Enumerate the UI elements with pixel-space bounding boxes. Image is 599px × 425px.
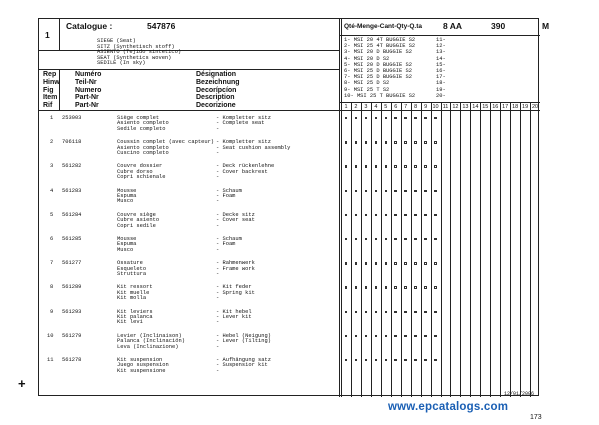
row-translation: - Hebel (Neigung) xyxy=(216,332,271,339)
row-rep: 8 xyxy=(50,284,54,291)
quantity-mark xyxy=(345,141,347,143)
variant-item: 9- MSI 25 T S2 xyxy=(344,86,390,93)
column-divider xyxy=(431,102,432,397)
row-designation: Copri sedile xyxy=(117,222,156,229)
row-rep: 9 xyxy=(50,308,54,315)
quantity-mark xyxy=(375,359,377,361)
column-divider xyxy=(530,102,531,397)
column-divider xyxy=(450,102,451,397)
print-date: 12/01/2006 xyxy=(504,391,535,397)
row-designation: Mousse xyxy=(117,187,137,194)
designation-column-label: Decorípcíon xyxy=(196,86,237,94)
variant-item: 10- MSI 25 T BUGGIE S2 xyxy=(344,92,416,99)
quantity-mark xyxy=(424,238,426,240)
rep-column-label: Hinw xyxy=(43,78,60,86)
column-number: 6 xyxy=(394,104,398,110)
column-divider xyxy=(381,102,382,397)
row-designation: Couvre dossier xyxy=(117,163,163,170)
column-number: 15 xyxy=(482,104,489,110)
row-designation: Musco xyxy=(117,198,134,205)
quantity-mark xyxy=(414,311,416,313)
column-divider xyxy=(480,102,481,397)
row-translation: - Rahmenwerk xyxy=(216,260,255,267)
quantity-mark xyxy=(345,311,347,313)
part-number-column-label: Part-Nr xyxy=(75,102,99,110)
row-translation: - Decke sitz xyxy=(216,211,255,218)
quantity-mark xyxy=(414,165,416,167)
row-part-number: 561279 xyxy=(62,332,82,339)
row-translation: - Suspensior kit xyxy=(216,362,268,369)
row-translation: - Schaum xyxy=(216,236,242,242)
quantity-mark xyxy=(345,238,347,240)
quantity-mark xyxy=(394,335,396,337)
quantity-mark xyxy=(385,165,387,167)
row-translation: - xyxy=(216,343,220,350)
row-rep: 11 xyxy=(47,357,54,363)
quantity-mark xyxy=(375,214,377,216)
quantity-mark xyxy=(434,359,436,361)
row-designation: Asiento completo xyxy=(117,144,169,151)
row-translation: - Lever kit xyxy=(216,314,252,320)
column-number: 4 xyxy=(374,104,378,110)
quantity-mark xyxy=(365,335,367,337)
quantity-mark xyxy=(365,286,367,288)
row-designation: Copri schienale xyxy=(117,174,166,181)
quantity-mark xyxy=(375,335,377,337)
quantity-mark xyxy=(385,311,387,313)
row-translation: - Kompletter sitz xyxy=(216,139,271,146)
row-part-number: 561283 xyxy=(62,187,82,194)
quantity-mark xyxy=(375,141,377,143)
rep-column-label: Fig xyxy=(43,86,54,94)
quantity-mark xyxy=(355,238,357,240)
title-line: ASIENTO (Tejido sintetico) xyxy=(97,49,182,56)
variant-item: 13- xyxy=(436,49,446,56)
quantity-mark xyxy=(414,141,416,143)
quantity-mark xyxy=(424,165,426,167)
quantity-mark xyxy=(404,286,406,288)
quantity-mark xyxy=(404,238,406,240)
column-number: 5 xyxy=(384,104,388,110)
quantity-mark xyxy=(434,335,436,337)
column-divider xyxy=(421,102,422,397)
quantity-mark xyxy=(375,238,377,240)
row-translation: - Complete seat xyxy=(216,120,265,127)
row-rep: 7 xyxy=(50,260,54,267)
column-number: 17 xyxy=(502,104,509,110)
variant-item: 3- MSI 20 D BUGGIE S2 xyxy=(344,49,412,56)
row-designation: Couvre siège xyxy=(117,211,156,218)
column-divider xyxy=(460,102,461,397)
row-part-number: 706118 xyxy=(62,139,82,146)
title-line: SEAT (Synthetics woven) xyxy=(97,54,172,61)
variant-item: 19- xyxy=(436,86,446,93)
quantity-mark xyxy=(345,359,347,361)
page-number: 173 xyxy=(530,414,542,421)
row-designation: Espuma xyxy=(117,241,137,248)
quantity-mark xyxy=(424,359,426,361)
column-divider xyxy=(500,102,501,397)
quantity-mark xyxy=(394,262,396,264)
row-designation: Kit palanca xyxy=(117,314,153,320)
quantity-mark xyxy=(385,262,387,264)
variant-item: 7- MSI 25 D BUGGIE S2 xyxy=(344,74,412,81)
row-designation: Juego suspension xyxy=(117,362,169,369)
quantity-mark xyxy=(394,141,396,143)
variant-item: 4- MSI 20 D S2 xyxy=(344,55,390,62)
quantity-mark xyxy=(414,117,416,119)
row-translation: - xyxy=(216,150,220,156)
quantity-mark xyxy=(404,165,406,167)
row-designation: Siège complet xyxy=(117,115,160,121)
quantity-mark xyxy=(385,117,387,119)
quantity-mark xyxy=(345,262,347,264)
row-designation: Leva (Inclinazione) xyxy=(117,343,179,350)
quantity-mark xyxy=(394,311,396,313)
catalogue-sheet xyxy=(38,18,550,396)
column-number: 12 xyxy=(452,104,459,110)
column-divider xyxy=(470,102,471,397)
quantity-mark xyxy=(394,165,396,167)
quantity-mark xyxy=(385,286,387,288)
row-rep: 2 xyxy=(50,139,54,146)
variant-item: 5- MSI 20 D BUGGIE S2 xyxy=(344,61,412,68)
quantity-mark xyxy=(365,359,367,361)
row-designation: Kit suspensione xyxy=(117,367,166,374)
row-rep: 3 xyxy=(50,163,54,170)
quantity-mark xyxy=(434,262,436,264)
title-line: SIEGE (Seat) xyxy=(97,38,136,44)
variant-item: 1- MSI 20 4T BUGGIE S2 xyxy=(344,37,416,43)
quantity-mark xyxy=(385,190,387,192)
quantity-mark xyxy=(355,262,357,264)
quantity-mark xyxy=(404,190,406,192)
part-number-column-label: Teil-Nr xyxy=(75,78,97,86)
column-number: 8 xyxy=(414,104,418,110)
quantity-mark xyxy=(385,238,387,240)
column-number: 16 xyxy=(492,104,499,110)
quantity-mark xyxy=(424,214,426,216)
rep-column-label: Rep xyxy=(43,71,57,78)
row-designation: Asiento completo xyxy=(117,120,169,127)
row-designation: Cubre asiento xyxy=(117,217,160,224)
quantity-mark xyxy=(365,165,367,167)
column-divider xyxy=(351,102,352,397)
quantity-mark xyxy=(414,286,416,288)
column-number: 13 xyxy=(462,104,469,110)
row-rep: 6 xyxy=(50,236,54,242)
row-designation: Coussin complet (avec capteur) xyxy=(117,139,215,146)
quantity-mark xyxy=(355,190,357,192)
quantity-mark xyxy=(404,335,406,337)
catalogue-label: Catalogue : xyxy=(66,21,113,31)
quantity-mark xyxy=(404,359,406,361)
row-translation: - Cover backrest xyxy=(216,168,268,175)
row-translation: - xyxy=(216,295,220,302)
variant-item: 17- xyxy=(436,74,446,81)
quantity-mark xyxy=(375,311,377,313)
row-designation: Kit leviers xyxy=(117,308,153,315)
variant-item: 8- MSI 25 D S2 xyxy=(344,80,390,87)
quantity-mark xyxy=(434,117,436,119)
quantity-mark xyxy=(414,335,416,337)
row-translation: - xyxy=(216,246,220,253)
quantity-mark xyxy=(375,165,377,167)
row-translation: - Seat cushion assembly xyxy=(216,144,291,151)
column-number: 1 xyxy=(344,104,348,110)
designation-column-label: Decorizione xyxy=(196,102,236,110)
row-translation: - Cover seat xyxy=(216,217,255,224)
row-translation: - xyxy=(216,319,220,326)
quantity-mark xyxy=(345,286,347,288)
model-code: 8 AA xyxy=(443,21,463,31)
row-designation: Cubre dorso xyxy=(117,168,153,175)
row-translation: - xyxy=(216,125,220,132)
quantity-mark xyxy=(434,238,436,240)
quantity-mark xyxy=(345,165,347,167)
row-part-number: 561277 xyxy=(62,260,82,267)
quantity-mark xyxy=(365,311,367,313)
variant-item: 6- MSI 25 D BUGGIE S2 xyxy=(344,68,412,74)
row-designation: Esqueleto xyxy=(117,265,147,272)
quantity-mark xyxy=(345,335,347,337)
row-part-number: 561285 xyxy=(62,236,82,242)
column-number: 2 xyxy=(354,104,358,110)
quantity-mark xyxy=(404,141,406,143)
part-number-column-label: Numéro xyxy=(75,71,102,78)
designation-column-label: Bezeichnung xyxy=(196,78,240,86)
quantity-mark xyxy=(434,190,436,192)
variant-item: 2- MSI 25 4T BUGGIE S2 xyxy=(344,43,416,50)
column-divider xyxy=(371,102,372,397)
row-translation: - Kit feder xyxy=(216,284,252,291)
variant-item: 11- xyxy=(436,37,446,43)
row-designation: Kit levi xyxy=(117,319,143,326)
row-part-number: 561284 xyxy=(62,211,82,218)
quantity-mark xyxy=(365,262,367,264)
quantity-mark xyxy=(404,117,406,119)
variant-item: 12- xyxy=(436,43,446,50)
quantity-mark xyxy=(414,190,416,192)
row-translation: - Kit hebel xyxy=(216,308,252,315)
quantity-mark xyxy=(385,141,387,143)
column-divider xyxy=(411,102,412,397)
row-designation: Levier (Inclinaison) xyxy=(117,332,182,339)
quantity-mark xyxy=(424,286,426,288)
quantity-mark xyxy=(424,335,426,337)
quantity-mark xyxy=(375,286,377,288)
quantity-mark xyxy=(365,238,367,240)
row-designation: Palanca (Inclinación) xyxy=(117,338,185,345)
quantity-mark xyxy=(414,238,416,240)
model-number: 390 xyxy=(491,21,506,31)
quantity-mark xyxy=(404,262,406,264)
row-part-number: 561289 xyxy=(62,284,82,291)
quantity-mark xyxy=(414,262,416,264)
row-designation: Kit muelle xyxy=(117,289,150,296)
title-line: SEDILE (In sky) xyxy=(97,60,146,67)
quantity-mark xyxy=(355,359,357,361)
row-designation: Kit molla xyxy=(117,295,147,302)
row-part-number: 253003 xyxy=(62,115,82,121)
variant-item: 14- xyxy=(436,55,446,62)
catalogue-number: 547876 xyxy=(147,21,176,31)
row-translation: - Lever (Tilting) xyxy=(216,338,271,345)
quantity-mark xyxy=(345,117,347,119)
row-translation: - Spring kit xyxy=(216,289,255,296)
column-divider xyxy=(361,102,362,397)
column-divider xyxy=(510,102,511,397)
quantity-mark xyxy=(385,359,387,361)
part-number-column-label: Numero xyxy=(75,86,102,94)
row-part-number: 561278 xyxy=(62,357,82,363)
quantity-mark xyxy=(424,141,426,143)
row-part-number: 561293 xyxy=(62,308,82,315)
quantity-mark xyxy=(345,190,347,192)
quantity-mark xyxy=(404,214,406,216)
plus-mark: + xyxy=(18,376,26,391)
title-line: SITZ (Synthetisch stoff) xyxy=(97,43,175,50)
quantity-mark xyxy=(355,335,357,337)
row-designation: Kit suspension xyxy=(117,357,163,363)
column-number: 19 xyxy=(522,104,529,110)
row-designation: Sedile completo xyxy=(117,125,166,132)
column-number: 20 xyxy=(531,104,539,110)
quantity-mark xyxy=(355,286,357,288)
quantity-header: Qté-Menge-Cant-Qty-Q.ta xyxy=(344,23,422,30)
part-number-column-label: Part-Nr xyxy=(75,94,99,102)
column-number: 11 xyxy=(442,104,449,110)
column-divider xyxy=(391,102,392,397)
column-divider xyxy=(441,102,442,397)
quantity-mark xyxy=(355,165,357,167)
column-number: 3 xyxy=(364,104,368,110)
model-suffix: M xyxy=(542,21,550,31)
quantity-mark xyxy=(385,335,387,337)
column-number: 9 xyxy=(424,104,428,110)
quantity-mark xyxy=(434,311,436,313)
variant-item: 16- xyxy=(436,68,446,74)
quantity-mark xyxy=(414,359,416,361)
quantity-mark xyxy=(375,117,377,119)
row-designation: Espuma xyxy=(117,193,137,199)
row-rep: 10 xyxy=(47,332,54,339)
column-number: 7 xyxy=(404,104,408,110)
quantity-mark xyxy=(394,286,396,288)
quantity-mark xyxy=(434,165,436,167)
row-translation: - Deck rückenlehne xyxy=(216,163,275,170)
designation-column-label: Désignation xyxy=(196,71,237,78)
column-number: 14 xyxy=(472,104,479,110)
column-number: 18 xyxy=(512,104,519,110)
quantity-mark xyxy=(375,262,377,264)
quantity-mark xyxy=(414,214,416,216)
column-number: 10 xyxy=(432,104,439,110)
row-translation: - xyxy=(216,174,220,181)
column-divider xyxy=(520,102,521,397)
row-translation: - xyxy=(216,198,220,205)
quantity-mark xyxy=(394,214,396,216)
designation-column-label: Description xyxy=(196,94,235,102)
row-designation: Kit ressort xyxy=(117,284,153,291)
row-translation: - Foam xyxy=(216,193,236,199)
quantity-mark xyxy=(365,190,367,192)
quantity-mark xyxy=(355,141,357,143)
row-translation: - Foam xyxy=(216,241,236,248)
column-divider xyxy=(490,102,491,397)
row-translation: - xyxy=(216,271,220,277)
quantity-mark xyxy=(365,141,367,143)
quantity-mark xyxy=(394,238,396,240)
row-translation: - xyxy=(216,222,220,229)
row-designation: Ossature xyxy=(117,260,143,267)
row-designation: Struttura xyxy=(117,271,147,277)
row-translation: - Frame work xyxy=(216,265,255,272)
variant-item: 15- xyxy=(436,61,446,68)
quantity-mark xyxy=(365,117,367,119)
quantity-mark xyxy=(355,311,357,313)
quantity-mark xyxy=(434,286,436,288)
row-designation: Mousse xyxy=(117,236,137,242)
variant-item: 20- xyxy=(436,92,446,99)
quantity-mark xyxy=(424,190,426,192)
quantity-mark xyxy=(404,311,406,313)
sheet-number: 1 xyxy=(45,30,50,40)
row-rep: 1 xyxy=(50,115,54,121)
row-designation: Cuscino completo xyxy=(117,150,169,156)
row-rep: 4 xyxy=(50,187,54,194)
row-designation: Musco xyxy=(117,246,134,253)
quantity-mark xyxy=(355,117,357,119)
quantity-mark xyxy=(394,117,396,119)
quantity-mark xyxy=(355,214,357,216)
row-translation: - Kompletter sitz xyxy=(216,115,271,121)
variant-item: 18- xyxy=(436,80,446,87)
quantity-mark xyxy=(394,190,396,192)
row-rep: 5 xyxy=(50,211,54,218)
quantity-mark xyxy=(434,214,436,216)
column-divider xyxy=(401,102,402,397)
row-translation: - Aufhängung satz xyxy=(216,357,271,363)
watermark-link[interactable]: www.epcatalogs.com xyxy=(388,401,509,413)
row-part-number: 561282 xyxy=(62,163,82,170)
quantity-mark xyxy=(365,214,367,216)
rep-column-label: Item xyxy=(43,94,58,102)
quantity-mark xyxy=(434,141,436,143)
row-translation: - xyxy=(216,367,220,374)
quantity-mark xyxy=(424,311,426,313)
quantity-mark xyxy=(345,214,347,216)
quantity-mark xyxy=(424,262,426,264)
quantity-mark xyxy=(424,117,426,119)
rep-column-label: Rif xyxy=(43,102,53,110)
quantity-mark xyxy=(385,214,387,216)
quantity-mark xyxy=(394,359,396,361)
quantity-mark xyxy=(375,190,377,192)
row-translation: - Schaum xyxy=(216,187,242,194)
